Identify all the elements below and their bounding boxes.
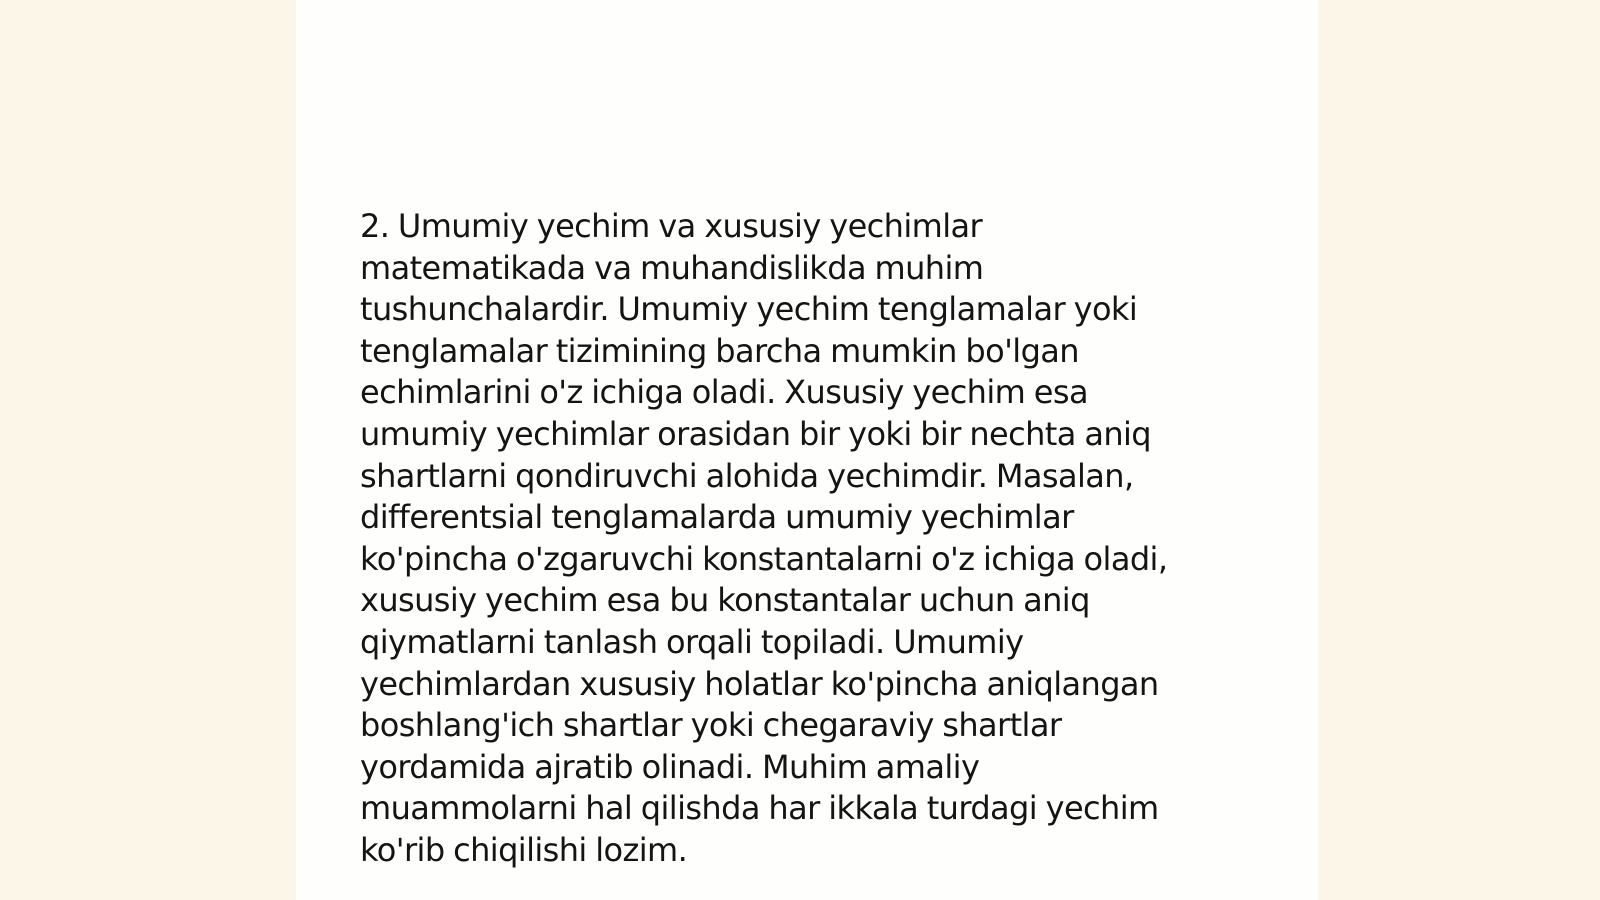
- left-margin: [0, 0, 296, 900]
- body-paragraph: 2. Umumiy yechim va xususiy yechimlar matematikada va muhandislikda muhim tushunchalardir. Umumiy yechim tenglamalar yoki tenglamalar tizimining barcha mumkin bo'lgan echimlarini o'z ichiga oladi. Xususiy yechim esa umumiy yechimlar orasidan bir yoki bir nechta aniq shartlarni qondiruvchi alohida yechimdir. Masalan, differentsial tenglamalarda umumiy yechimlar ko'pincha o'zgaruvchi konstantalarni o'z ichiga oladi, xususiy yechim esa bu konstantalar uchun aniq qiymatlarni tanlash orqali topiladi. Umumiy yechimlardan xususiy holatlar ko'pincha aniqlangan boshlang'ich shartlar yoki chegaraviy shartlar yordamida ajratib olinadi. Muhim amaliy muammolarni hal qilishda har ikkala turdagi yechim ko'rib chiqilishi lozim.: [360, 207, 1168, 869]
- document-page: [296, 0, 1318, 900]
- right-margin: [1318, 0, 1600, 900]
